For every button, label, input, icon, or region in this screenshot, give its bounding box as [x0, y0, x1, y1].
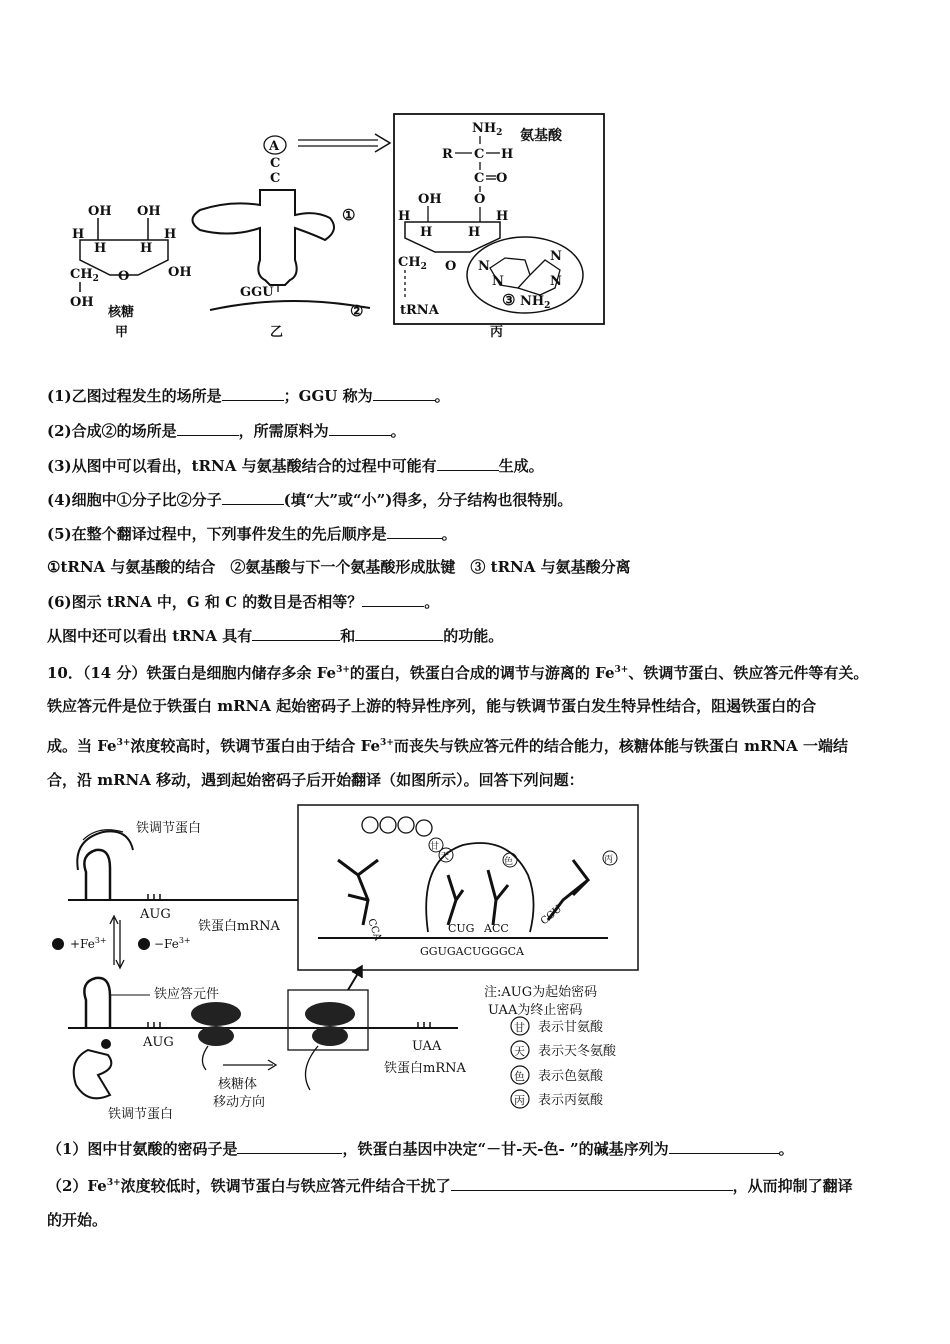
answer-blank[interactable] [222, 385, 284, 401]
question-3: (3)从图中可以看出，tRNA 与氨基酸结合的过程中可能有 生成。 [47, 457, 544, 475]
svg-text:H: H [468, 225, 481, 240]
answer-blank[interactable] [177, 420, 239, 436]
svg-text:CCU: CCU [538, 903, 565, 928]
svg-text:C: C [270, 171, 281, 186]
svg-text:OH: OH [137, 204, 161, 219]
answer-blank[interactable] [252, 625, 340, 641]
svg-text:H: H [501, 147, 514, 162]
q10-line4: 合，沿 mRNA 移动，遇到起始密码子后开始翻译（如图所示）。回答下列问题： [47, 771, 584, 789]
svg-text:GGUGACUGGGCA: GGUGACUGGGCA [420, 945, 524, 958]
svg-text:O: O [496, 171, 508, 186]
svg-text:②: ② [350, 302, 364, 320]
svg-text:OH: OH [70, 295, 94, 310]
answer-blank[interactable] [669, 1138, 779, 1154]
svg-text:A: A [269, 139, 280, 154]
svg-text:表示天冬氨酸: 表示天冬氨酸 [538, 1044, 617, 1059]
answer-blank[interactable] [387, 523, 442, 539]
question-4: (4)细胞中①分子比②分子 (填“大”或“小”)得多，分子结构也很特别。 [47, 491, 573, 509]
svg-text:表示丙氨酸: 表示丙氨酸 [538, 1093, 604, 1108]
arrow-to-bing [298, 134, 390, 152]
translation-state [68, 966, 466, 1122]
svg-text:OH: OH [418, 192, 442, 207]
svg-text:天: 天 [514, 1045, 525, 1058]
q10-line2: 铁应答元件是位于铁蛋白 mRNA 起始密码子上游的特异性序列，能与铁调节蛋白发生特异性结合，阻遏铁蛋白的合 [47, 697, 817, 715]
svg-text:UAA为终止密码: UAA为终止密码 [488, 1003, 583, 1018]
answer-blank[interactable] [237, 1138, 342, 1154]
question-6: (6)图示 tRNA 中，G 和 C 的数目是否相等？ 。 [47, 593, 440, 611]
svg-text:OH: OH [168, 265, 192, 280]
svg-text:H: H [398, 209, 411, 224]
svg-text:H: H [140, 241, 153, 256]
svg-text:AUG: AUG [140, 907, 171, 922]
svg-text:③: ③ [502, 291, 516, 309]
svg-text:NH2: $NH_2$ [472, 121, 503, 138]
svg-text:ACC: ACC [484, 922, 509, 935]
svg-text:CUG: CUG [448, 922, 475, 935]
aminoacyl-trna-diagram [394, 114, 604, 340]
answer-blank[interactable] [222, 489, 284, 505]
svg-text:N: N [492, 274, 504, 289]
legend [484, 984, 617, 1108]
svg-text:甘: 甘 [430, 842, 440, 852]
svg-text:O: O [474, 192, 486, 207]
ire-bound-state [68, 820, 298, 934]
svg-text:丙: 丙 [604, 855, 614, 865]
answer-blank[interactable] [437, 455, 499, 471]
svg-text:N: N [478, 259, 490, 274]
svg-text:表示甘氨酸: 表示甘氨酸 [538, 1020, 604, 1035]
q10-sub2: $(2)Fe^{3+}$浓度较低时，铁调节蛋白与铁应答元件结合干扰了 ，从而抑制了翻译 [47, 1177, 853, 1195]
figure-trna-structure [60, 110, 610, 350]
translation-zoom-panel [298, 805, 638, 970]
answer-blank[interactable] [362, 591, 424, 607]
answer-blank[interactable] [329, 420, 391, 436]
svg-text:−Fe3+: $-Fe^{3+}$ [154, 936, 191, 951]
question-5: (5)在整个翻译过程中，下列事件发生的先后顺序是 。 [47, 525, 457, 543]
svg-text:H: H [420, 225, 433, 240]
svg-text:铁应答元件: 铁应答元件 [154, 987, 220, 1002]
svg-text:色: 色 [504, 857, 514, 867]
svg-text:O: O [118, 269, 130, 284]
trna-cloverleaf [193, 136, 371, 340]
svg-text:丙: 丙 [490, 325, 504, 340]
answer-blank[interactable] [373, 385, 435, 401]
svg-text:丙: 丙 [514, 1094, 525, 1107]
question-1: (1)乙图过程发生的场所是 ；GGU 称为 。 [47, 387, 450, 405]
svg-text:铁调节蛋白: 铁调节蛋白 [136, 821, 202, 836]
svg-text:R: R [442, 147, 453, 162]
svg-text:NH2: $NH_2$ [520, 294, 551, 311]
svg-text:表示色氨酸: 表示色氨酸 [538, 1069, 604, 1084]
svg-text:移动方向: 移动方向 [213, 1095, 266, 1110]
svg-text:铁调节蛋白: 铁调节蛋白 [108, 1107, 174, 1122]
answer-blank[interactable] [355, 625, 443, 641]
svg-text:C: C [474, 171, 485, 186]
svg-text:CH2: $CH_2$ [70, 267, 99, 284]
svg-text:AUG: AUG [143, 1035, 174, 1050]
svg-text:H: H [94, 241, 107, 256]
svg-text:H: H [496, 209, 509, 224]
iron-switch [52, 916, 191, 968]
svg-text:N: N [550, 274, 562, 289]
svg-text:H: H [72, 227, 85, 242]
svg-text:+Fe3+: $+Fe^{3+}$ [70, 936, 107, 951]
svg-text:①: ① [342, 206, 356, 224]
svg-text:CH2: $CH_2$ [398, 255, 427, 272]
svg-text:CCA: CCA [365, 917, 384, 943]
svg-text:铁蛋白mRNA: 铁蛋白mRNA [384, 1061, 466, 1076]
q10-line3: 成。当 $Fe^{3+}$浓度较高时，铁调节蛋白由于结合 $Fe^{3+}$而丧失与铁应答元件的结合能力，核糖体能与铁蛋白 mRNA 一端结 [47, 737, 848, 755]
svg-text:铁蛋白mRNA: 铁蛋白mRNA [198, 919, 280, 934]
svg-text:GGU: GGU [240, 285, 274, 300]
svg-text:注:AUG为起始密码: 注:AUG为起始密码 [484, 985, 598, 1000]
svg-text:核糖: 核糖 [108, 305, 135, 320]
svg-text:甘: 甘 [514, 1021, 525, 1034]
svg-text:O: O [445, 259, 457, 274]
q10-sub1: （1）图中甘氨酸的密码子是 ，铁蛋白基因中决定“－甘-天-色- ”的碱基序列为 。 [47, 1140, 794, 1158]
q10-sub2-cont: 的开始。 [47, 1211, 108, 1229]
figure-ferritin-regulation [48, 800, 648, 1130]
svg-text:天: 天 [440, 852, 450, 862]
svg-text:核糖体: 核糖体 [218, 1077, 258, 1092]
svg-text:H: H [164, 227, 177, 242]
svg-text:OH: OH [88, 204, 112, 219]
question-5-options: ①tRNA 与氨基酸的结合 ②氨基酸与下一个氨基酸形成肽键 ③ tRNA 与氨基酸分离 [47, 558, 631, 576]
svg-text:C: C [474, 147, 485, 162]
svg-text:UAA: UAA [412, 1039, 442, 1054]
question-6-followup: 从图中还可以看出 tRNA 具有 和 的功能。 [47, 627, 504, 645]
svg-text:tRNA: tRNA [400, 303, 439, 318]
question-2: (2)合成②的场所是 ，所需原料为 。 [47, 422, 406, 440]
svg-text:乙: 乙 [270, 325, 284, 340]
ribose-diagram [70, 204, 192, 340]
svg-text:氨基酸: 氨基酸 [520, 128, 562, 144]
svg-text:C: C [270, 156, 281, 171]
answer-blank[interactable] [451, 1175, 733, 1191]
svg-text:甲: 甲 [115, 325, 129, 340]
svg-text:色: 色 [514, 1070, 525, 1083]
svg-text:N: N [550, 249, 562, 264]
q10-line1: 10．（14 分）铁蛋白是细胞内储存多余 $Fe^{3+}$的蛋白，铁蛋白合成的调节与游离的 $Fe^{3+}$、铁调节蛋白、铁应答元件等有关。 [47, 664, 869, 682]
